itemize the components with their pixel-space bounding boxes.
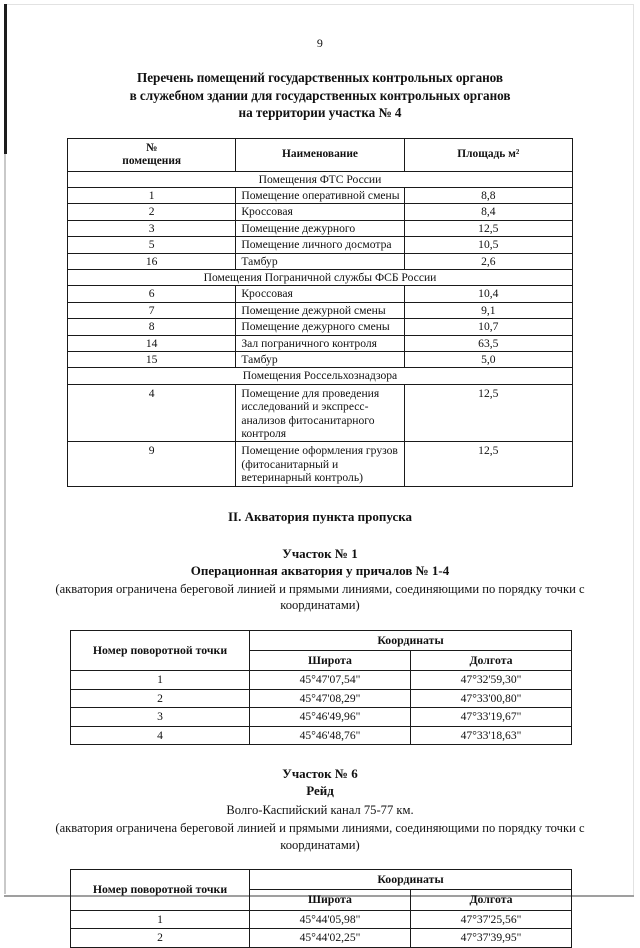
cell-latitude: 45°44'02,25" [250, 929, 411, 947]
table-row [68, 187, 573, 203]
section-1-heading-line-1: Участок № 1 [282, 545, 358, 561]
coordinates-table-head [71, 870, 572, 911]
cell-number: 15 [68, 351, 236, 367]
cell-point: 1 [71, 910, 250, 928]
cell-number: 14 [68, 335, 236, 351]
column-header-longitude: Долгота [411, 651, 572, 671]
column-header-number [68, 138, 236, 171]
cell-name: Помещение дежурного смены [236, 319, 404, 335]
section-1-note-line-2: порядку точки с координатами) [280, 581, 585, 613]
premises-table-body [68, 171, 573, 486]
section-6-note [44, 820, 596, 853]
section-6-heading [0, 765, 640, 799]
cell-point: 2 [71, 689, 250, 707]
column-header-latitude: Широта [250, 890, 411, 910]
column-header-number-line2: помещения [122, 154, 182, 167]
table-row [71, 689, 572, 707]
table-row [68, 384, 573, 442]
column-header-longitude: Долгота [411, 890, 572, 910]
group-title-fsb: Помещения Пограничной службы ФСБ России [68, 269, 573, 285]
cell-number: 3 [68, 220, 236, 236]
cell-point: 4 [71, 726, 250, 744]
section-6-description: Волго-Каспийский канал 75-77 км. [226, 803, 414, 818]
cell-name: Помещение дежурной смены [236, 302, 404, 318]
cell-area: 12,5 [404, 220, 572, 236]
table-row [71, 671, 572, 689]
page-title-line-1: Перечень помещений государственных контрольных органов [137, 70, 503, 85]
premises-table [67, 138, 573, 487]
cell-name: Помещение для проведения исследований и экспресс-анализов фитосанитарного контроля [236, 384, 404, 442]
cell-point: 3 [71, 708, 250, 726]
cell-point: 2 [71, 929, 250, 947]
cell-longitude: 47°33'00,80" [411, 689, 572, 707]
section-1-heading-line-2: Операционная акватория у причалов № 1-4 [190, 562, 450, 578]
table-row [71, 726, 572, 744]
group-header-row [68, 269, 573, 285]
group-header-row [68, 368, 573, 384]
table-row [68, 319, 573, 335]
cell-longitude: 47°32'59,30" [411, 671, 572, 689]
coordinates-table-section-1 [70, 630, 572, 745]
cell-latitude: 45°46'48,76" [250, 726, 411, 744]
chapter-heading: II. Акватория пункта пропуска [227, 508, 413, 524]
cell-number: 1 [68, 187, 236, 203]
cell-number: 16 [68, 253, 236, 269]
cell-name: Тамбур [236, 253, 404, 269]
column-header-name: Наименование [236, 138, 404, 171]
group-header-row [68, 171, 573, 187]
cell-area: 8,4 [404, 204, 572, 220]
cell-longitude: 47°33'19,67" [411, 708, 572, 726]
cell-number: 8 [68, 319, 236, 335]
page-title-line-3: на территории участка № 4 [238, 105, 402, 120]
column-header-point: Номер поворотной точки [71, 870, 250, 911]
cell-number: 4 [68, 384, 236, 442]
column-header-number-line1: № [145, 141, 158, 154]
cell-area: 9,1 [404, 302, 572, 318]
section-6-heading-line-1: Участок № 6 [282, 766, 358, 782]
section-1-note [44, 581, 596, 614]
cell-point: 1 [71, 671, 250, 689]
section-1-note-line-1: (акватория ограничена береговой линией и прямыми линиями, соединяющими по [55, 581, 496, 596]
column-header-coordinates: Координаты [250, 870, 572, 890]
cell-number: 2 [68, 204, 236, 220]
section-6-note-line-2: порядку точки с координатами) [280, 821, 585, 852]
table-row [68, 442, 573, 486]
coordinates-table-head [71, 630, 572, 671]
group-title-rshn: Помещения Россельхознадзора [68, 368, 573, 384]
cell-name: Помещение дежурного [236, 220, 404, 236]
cell-area: 63,5 [404, 335, 572, 351]
cell-name: Зал пограничного контроля [236, 335, 404, 351]
cell-name: Тамбур [236, 351, 404, 367]
table-row [68, 253, 573, 269]
cell-number: 7 [68, 302, 236, 318]
table-row [68, 204, 573, 220]
group-title-fts: Помещения ФТС России [68, 171, 573, 187]
cell-area: 10,5 [404, 237, 572, 253]
cell-area: 10,4 [404, 286, 572, 302]
cell-longitude: 47°37'25,56" [411, 910, 572, 928]
cell-name: Помещение оперативной смены [236, 187, 404, 203]
column-header-latitude: Широта [250, 651, 411, 671]
cell-number: 5 [68, 237, 236, 253]
premises-table-head [68, 138, 573, 171]
cell-number: 6 [68, 286, 236, 302]
table-row [68, 220, 573, 236]
cell-latitude: 45°46'49,96" [250, 708, 411, 726]
section-1-heading [0, 545, 640, 579]
cell-name: Кроссовая [236, 286, 404, 302]
column-header-coordinates: Координаты [250, 630, 572, 650]
cell-longitude: 47°37'39,95" [411, 929, 572, 947]
cell-area: 5,0 [404, 351, 572, 367]
column-header-point: Номер поворотной точки [71, 630, 250, 671]
cell-area: 2,6 [404, 253, 572, 269]
page-number: 9 [316, 36, 324, 50]
cell-name: Помещение личного досмотра [236, 237, 404, 253]
table-header-row [68, 138, 573, 171]
table-row [68, 237, 573, 253]
cell-latitude: 45°47'08,29" [250, 689, 411, 707]
table-row [71, 910, 572, 928]
table-header-row [71, 630, 572, 650]
cell-area: 12,5 [404, 384, 572, 442]
cell-latitude: 45°44'05,98" [250, 910, 411, 928]
cell-area: 8,8 [404, 187, 572, 203]
table-header-row [71, 870, 572, 890]
coordinates-table-section-6 [70, 869, 572, 948]
table-row [71, 929, 572, 947]
cell-longitude: 47°33'18,63" [411, 726, 572, 744]
cell-name: Кроссовая [236, 204, 404, 220]
table-row [71, 708, 572, 726]
table-row [68, 302, 573, 318]
cell-latitude: 45°47'07,54" [250, 671, 411, 689]
section-6-heading-line-2: Рейд [306, 783, 334, 799]
cell-area: 10,7 [404, 319, 572, 335]
page-title-line-2: в служебном здании для государственных контрольных органов [129, 87, 511, 103]
table-row [68, 335, 573, 351]
cell-name: Помещение оформления грузов (фитосанитарный и ветеринарный контроль) [236, 442, 404, 486]
page-title [70, 69, 570, 122]
cell-number: 9 [68, 442, 236, 486]
coordinates-table-body [71, 910, 572, 947]
table-row [68, 286, 573, 302]
table-row [68, 351, 573, 367]
cell-area: 12,5 [404, 442, 572, 486]
section-6-note-line-1: (акватория ограничена береговой линией и прямыми линиями, соединяющими по [55, 821, 496, 836]
column-header-area: Площадь м² [404, 138, 572, 171]
coordinates-table-body [71, 671, 572, 745]
